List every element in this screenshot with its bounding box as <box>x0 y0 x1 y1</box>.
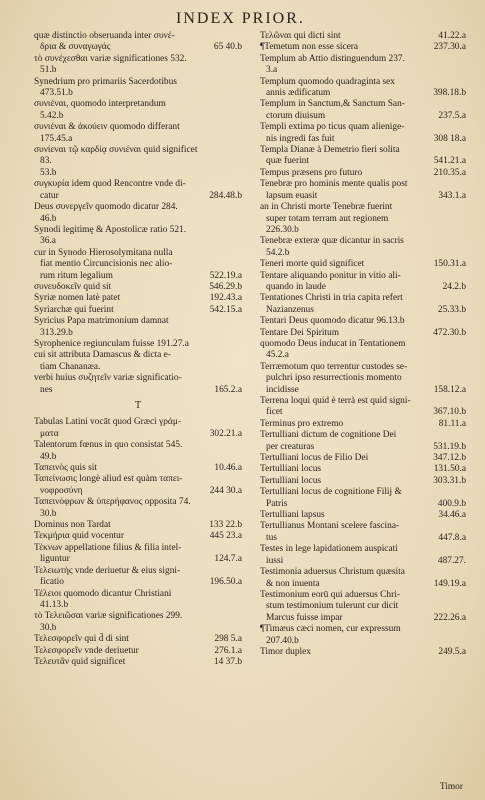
index-entry <box>34 463 242 474</box>
entry-text: Synedrium pro primariis Sacerdotibus 473.51.b <box>34 76 177 99</box>
index-entry <box>260 339 466 362</box>
entry-text: Τεκμήρια quid vocentur <box>34 531 124 542</box>
index-entry <box>34 293 242 304</box>
entry-text: Tentationes Christi in tria capita refert Nazianzenus <box>260 293 403 315</box>
index-entry <box>34 305 242 316</box>
index-entry <box>34 316 242 339</box>
index-entry <box>34 179 242 202</box>
entry-reference: 367.10.b <box>433 407 466 418</box>
entry-reference: 447.8.a <box>438 532 466 543</box>
entry-reference: 131.50.a <box>433 464 466 475</box>
entry-reference: 347.12.b <box>433 453 466 464</box>
entry-reference: 398.18.b <box>433 88 466 99</box>
index-entry <box>260 54 466 77</box>
index-entry <box>260 259 466 270</box>
entry-text: Templum in Sanctum,& Sanctum San- ctorum diuisum <box>260 99 405 121</box>
entry-text: Tempus præsens pro futuro <box>260 167 363 178</box>
entry-text: Τελῶναι qui dicti sint <box>260 31 341 41</box>
entry-reference: 25.33.b <box>437 304 466 315</box>
entry-text: Syrophenice regiunculam fuisse 191.27.a <box>34 338 189 349</box>
index-entry <box>260 430 466 453</box>
entry-reference: 192.43.a <box>209 293 242 304</box>
entry-text: Tertulliani locus de cognitione Filij & Patris <box>260 487 402 509</box>
entry-text: Terræmotum quo terrentur custodes se- pulchri ipso resurrectionis momento incidisse <box>260 361 408 395</box>
entry-text: Synodi legitimę & Apostolicæ ratio 521. 36.a <box>34 224 187 247</box>
entry-text: Templa Dianæ à Demetrio fieri solita quæ fuerint <box>260 145 400 167</box>
entry-reference: 237.5.a <box>438 110 466 121</box>
entry-text: Tertullianus Montani scelere fascina- tus <box>260 521 400 543</box>
entry-text: Tertulliani locus de Filio Dei <box>260 453 369 464</box>
section-letter: T <box>134 400 142 411</box>
index-entry <box>260 544 466 567</box>
index-entry <box>260 122 466 145</box>
entry-text: Templi extima po ticus quam alienige- nis ingredi fas fuit <box>260 122 405 144</box>
entry-text: Syriarchæ qui fuerint <box>34 304 114 315</box>
entry-reference: 522.19.a <box>209 270 242 281</box>
index-entry <box>34 440 242 463</box>
index-entry <box>260 590 466 624</box>
index-entry <box>260 476 466 487</box>
entry-text: Dominus non Tardat <box>34 520 111 531</box>
index-entry <box>260 202 466 236</box>
index-entry <box>260 328 466 339</box>
index-entry <box>34 145 242 179</box>
entry-text: Syricius Papa matrimonium damnat 313.29.b <box>34 316 169 338</box>
entry-reference: 302.21.a <box>209 428 242 439</box>
entry-reference: 133 22.b <box>209 520 242 531</box>
entry-text: Τελευτᾶν quid significet <box>34 656 126 667</box>
index-entry <box>260 647 466 658</box>
entry-reference: 445 23.a <box>209 531 242 542</box>
entry-text: Templum quomodo quadraginta sex annis ædificatum <box>260 76 395 99</box>
entry-text: Tentare Dei Spiritum <box>260 327 340 338</box>
entry-text: Syriæ nomen latè patet <box>34 293 121 304</box>
entry-reference: 158.12.a <box>433 384 466 395</box>
entry-text: τὸ συνέχεσθαι variæ significationes 532. 51.b <box>34 53 187 76</box>
index-entry <box>260 624 466 647</box>
index-entry <box>260 179 466 202</box>
entry-text: Tentare aliquando ponitur in vitio ali- quando in laude <box>260 270 401 292</box>
entry-reference: 472.30.b <box>433 327 466 338</box>
entry-text: Τελεσφορεῖν vnde deriuetur <box>34 645 139 656</box>
entry-text: Testes in lege lapidationem auspicati iussi <box>260 544 398 566</box>
entry-text: cur in Synodo Hierosolymitana nulla fiat mentio Circuncisionis nec alio- rum ritum legalium <box>34 247 173 281</box>
index-entry <box>260 316 466 327</box>
entry-text: Tenebræ exteræ quæ dicantur in sacris 54.2.b <box>260 236 404 258</box>
entry-text: Teneri morte quid significet <box>260 259 365 270</box>
index-entry <box>34 566 242 589</box>
entry-reference: 196.50.a <box>209 577 242 588</box>
index-entry <box>34 417 242 440</box>
index-entry <box>260 271 466 294</box>
index-entry <box>260 99 466 122</box>
entry-text: Talentorum fœnus in quo consistat 545. 49.b <box>34 440 183 462</box>
index-entry <box>34 339 242 350</box>
entry-reference: 210.35.a <box>433 167 466 178</box>
entry-reference: 276.1.a <box>214 645 242 656</box>
entry-text: Ταπεινὸς quis sit <box>34 463 97 474</box>
entry-reference: 546.29.b <box>209 281 242 292</box>
entry-text: Τέλειοι quomodo dicantur Christiani 41.13.b <box>34 588 172 610</box>
entry-text: Τελεσφορεῖν qui d̄ di sint <box>34 634 129 645</box>
index-entry <box>260 31 466 42</box>
entry-text: Tertulliani locus <box>260 475 322 486</box>
entry-text: Terrena loqui quid è terrà est quid signi- ficet <box>260 396 411 418</box>
index-entry <box>34 611 242 634</box>
index-entry <box>34 531 242 542</box>
entry-reference: 124.7.a <box>214 554 242 565</box>
index-entry <box>260 362 466 396</box>
index-entry <box>34 282 242 293</box>
entry-text: Tentari Deus quomodo dicatur 96.13.b <box>260 316 405 327</box>
entry-reference: 41.22.a <box>438 31 466 41</box>
entry-reference: 308 18.a <box>433 133 466 144</box>
entry-reference: 222.26.a <box>433 612 466 623</box>
entry-text: Tenebræ pro hominis mente qualis post lapsum euasit <box>260 179 408 201</box>
index-entry <box>34 543 242 566</box>
entry-text: συνευδοκεῖν quid sit <box>34 281 112 292</box>
entry-text: συνιέναι, quomodo interpretandum 5.42.b <box>34 99 166 121</box>
index-entry <box>34 225 242 248</box>
entry-reference: 531.19.b <box>433 441 466 452</box>
entry-text: Tertulliani locus <box>260 464 322 475</box>
index-entry <box>34 31 242 54</box>
index-entry <box>34 122 242 145</box>
entry-text: Deus συνεργεῖν quomodo dicatur 284. 46.b <box>34 202 178 224</box>
index-column-left <box>34 31 242 668</box>
entry-text: Tabulas Latini vocāt quod Græci γράμ- ματα <box>34 417 181 439</box>
entry-text: συνιέναι & ἀκούειν quomodo differant 175.45.a <box>34 122 180 144</box>
index-entry <box>260 521 466 544</box>
entry-text: ¶Temetum non esse sicera <box>260 42 359 53</box>
index-entry <box>260 487 466 510</box>
index-entry <box>260 145 466 168</box>
entry-text: verbi huius συζητεῖν variæ significatio- nes <box>34 373 182 395</box>
catchword: Timor <box>439 782 463 792</box>
entry-text: συγκυρία idem quod Rencontre vnde di- catur <box>34 179 186 201</box>
entry-reference: 249.5.a <box>438 646 466 657</box>
entry-reference: 149.19.a <box>433 578 466 589</box>
entry-text: τὸ Τελειῶσαι variæ significationes 299. 30.b <box>34 611 183 633</box>
index-entry <box>260 236 466 259</box>
index-entry <box>34 350 242 373</box>
running-header <box>0 6 485 30</box>
index-entry <box>34 99 242 122</box>
entry-reference: 244 30.a <box>209 485 242 496</box>
entry-text: ¶Timæus cæci nomen, cur expressum 207.40.b <box>260 624 401 646</box>
entry-reference: 81.11.a <box>438 418 466 429</box>
index-entry <box>260 510 466 521</box>
entry-text: quomodo Deus inducat in Tentationem 45.2.a <box>260 338 406 361</box>
index-column-right <box>260 31 466 658</box>
index-entry <box>260 396 466 419</box>
entry-reference: 542.15.a <box>209 304 242 315</box>
entry-reference: 150.31.a <box>433 259 466 270</box>
entry-reference: 343.1.a <box>438 190 466 201</box>
index-entry <box>34 657 242 668</box>
index-entry <box>34 520 242 531</box>
entry-reference: 298 5.a <box>214 634 242 645</box>
entry-reference: 237.30.a <box>433 42 466 53</box>
index-entry <box>260 77 466 100</box>
index-entry <box>34 54 242 77</box>
index-entry <box>260 293 466 316</box>
entry-text: Tertulliani dictum de cognitione Dei per creaturas <box>260 430 397 452</box>
page-title: INDEX PRIOR. <box>176 10 305 27</box>
entry-reference: 303.31.b <box>433 475 466 486</box>
entry-text: Testimonium eorū qui aduersus Chri- stum testimonium tulerunt cur dicit Marcus fuisse impar <box>260 589 400 623</box>
index-entry <box>34 77 242 100</box>
index-entry <box>34 373 242 396</box>
entry-text: Ταπείνωσις longè aliud est quàm ταπει- νοφροσύνη <box>34 474 183 496</box>
index-entry <box>260 419 466 430</box>
entry-text: Τέκνων appellatione filius & filia intel- liguntur <box>34 542 182 565</box>
index-entry <box>34 634 242 645</box>
index-entry <box>260 42 466 53</box>
entry-reference: 541.21.a <box>433 156 466 167</box>
index-entry <box>260 453 466 464</box>
index-entry <box>34 248 242 282</box>
entry-text: Templum ab Attio distinguendum 237. 3.a <box>260 53 405 76</box>
entry-reference: 14 37.b <box>213 656 242 667</box>
index-entry <box>34 202 242 225</box>
entry-reference: 284.48.b <box>209 190 242 201</box>
entry-text: cui sit attributa Damascus & dicta e- tiam Chananæa. <box>34 350 171 372</box>
entry-text: Testimonia aduersus Christum quæsita & non inuenta <box>260 567 405 589</box>
entry-reference: 487.27. <box>437 555 466 566</box>
index-entry <box>34 646 242 657</box>
index-entry <box>260 464 466 475</box>
index-entry <box>34 474 242 497</box>
entry-reference: 400.9.b <box>437 498 466 509</box>
entry-text: Ταπεινόφρων & ὑπερήφανος opposita 74. 30.b <box>34 497 191 519</box>
entry-text: Τελειωτὴς vnde deriuetur & eius signi- ficatio <box>34 565 181 588</box>
entry-reference: 165.2.a <box>214 384 242 395</box>
entry-text: Terminus pro extremo <box>260 418 344 429</box>
entry-text: an in Christi morte Tenebræ fuerint super totam terram aut regionem 226.30.b <box>260 202 393 235</box>
index-entry <box>34 497 242 520</box>
entry-text: Timor duplex <box>260 646 311 657</box>
index-entry <box>260 168 466 179</box>
entry-reference: 24.2.b <box>442 281 466 292</box>
entry-reference: 34.46.a <box>438 510 466 521</box>
entry-text: Tertulliani lapsus <box>260 510 325 521</box>
entry-text: συνίεναι τῷ καρδίᾳ συνιέναι quid significet 83. 53.b <box>34 145 198 178</box>
entry-reference: 10.46.a <box>214 463 242 474</box>
index-entry <box>34 589 242 612</box>
entry-text: quæ distinctio obseruanda inter συνέ- δρια & συναγωγάς <box>34 31 175 53</box>
entry-reference: 65 40.b <box>213 42 242 53</box>
index-entry <box>260 567 466 590</box>
